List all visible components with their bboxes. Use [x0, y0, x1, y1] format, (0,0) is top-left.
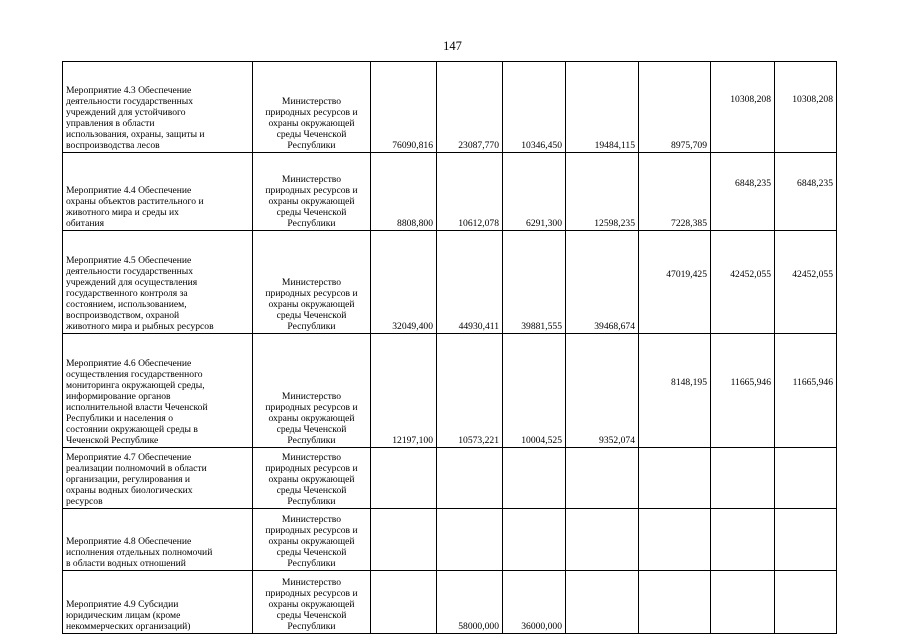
value-cell [503, 509, 566, 571]
value-cell [566, 571, 639, 634]
measure-cell: Мероприятие 4.6 Обеспечение осуществления государственного мониторинга окружающей среды, информирование органов исполнительной власти Чеченской Республики и населения о состоянии окружающей среды в Чеченской Республике [63, 334, 253, 448]
executor-cell: Министерство природных ресурсов и охраны окружающей среды Чеченской Республики [253, 448, 371, 509]
value-cell [775, 448, 837, 509]
executor-cell: Министерство природных ресурсов и охраны окружающей среды Чеченской Республики [253, 153, 371, 231]
value-cell [371, 571, 437, 634]
value-cell [639, 509, 711, 571]
value-cell: 47019,425 [639, 231, 711, 334]
value-cell [371, 509, 437, 571]
value-cell: 7228,385 [639, 153, 711, 231]
value-cell: 11665,946 [775, 334, 837, 448]
measure-cell: Мероприятие 4.3 Обеспечение деятельности государственных учреждений для устойчивого управления в области использования, охраны, защиты и воспроизводства лесов [63, 62, 253, 153]
executor-cell: Министерство природных ресурсов и охраны окружающей среды Чеченской Республики [253, 509, 371, 571]
value-cell [371, 448, 437, 509]
value-cell [503, 448, 566, 509]
value-cell: 10612,078 [437, 153, 503, 231]
value-cell [566, 448, 639, 509]
value-cell: 8975,709 [639, 62, 711, 153]
value-cell [566, 509, 639, 571]
executor-cell: Министерство природных ресурсов и охраны окружающей среды Чеченской Республики [253, 231, 371, 334]
value-cell: 10573,221 [437, 334, 503, 448]
value-cell: 10308,208 [711, 62, 775, 153]
executor-cell: Министерство природных ресурсов и охраны окружающей среды Чеченской Республики [253, 334, 371, 448]
table-row [63, 62, 837, 153]
value-cell: 58000,000 [437, 571, 503, 634]
value-cell: 39881,555 [503, 231, 566, 334]
value-cell: 11665,946 [711, 334, 775, 448]
value-cell [775, 509, 837, 571]
table-row [63, 153, 837, 231]
table-row [63, 334, 837, 448]
table-row [63, 448, 837, 509]
value-cell: 39468,674 [566, 231, 639, 334]
value-cell: 42452,055 [711, 231, 775, 334]
value-cell: 23087,770 [437, 62, 503, 153]
value-cell: 6291,300 [503, 153, 566, 231]
value-cell: 8148,195 [639, 334, 711, 448]
value-cell: 12197,100 [371, 334, 437, 448]
value-cell: 44930,411 [437, 231, 503, 334]
value-cell [711, 571, 775, 634]
value-cell [639, 448, 711, 509]
executor-cell: Министерство природных ресурсов и охраны окружающей среды Чеченской Республики [253, 571, 371, 634]
value-cell: 42452,055 [775, 231, 837, 334]
value-cell [775, 571, 837, 634]
table-row [63, 571, 837, 634]
value-cell: 6848,235 [711, 153, 775, 231]
value-cell: 32049,400 [371, 231, 437, 334]
value-cell: 9352,074 [566, 334, 639, 448]
page-number: 147 [443, 39, 462, 53]
measure-cell: Мероприятие 4.5 Обеспечение деятельности государственных учреждений для осуществления государственного контроля за состоянием, использованием, воспроизводством, охраной животного мира и рыбных ресурсов [63, 231, 253, 334]
value-cell: 76090,816 [371, 62, 437, 153]
value-cell: 8808,800 [371, 153, 437, 231]
value-cell [437, 448, 503, 509]
value-cell: 19484,115 [566, 62, 639, 153]
measure-cell: Мероприятие 4.8 Обеспечение исполнения отдельных полномочий в области водных отношений [63, 509, 253, 571]
measure-cell: Мероприятие 4.9 Субсидии юридическим лицам (кроме некоммерческих организаций) [63, 571, 253, 634]
executor-cell: Министерство природных ресурсов и охраны окружающей среды Чеченской Республики [253, 62, 371, 153]
value-cell: 36000,000 [503, 571, 566, 634]
value-cell [639, 571, 711, 634]
value-cell: 10308,208 [775, 62, 837, 153]
value-cell [711, 448, 775, 509]
measure-cell: Мероприятие 4.7 Обеспечение реализации полномочий в области организации, регулирования и охраны водных биологических ресурсов [63, 448, 253, 509]
value-cell [711, 509, 775, 571]
value-cell: 12598,235 [566, 153, 639, 231]
value-cell: 10346,450 [503, 62, 566, 153]
value-cell: 6848,235 [775, 153, 837, 231]
table-row [63, 231, 837, 334]
value-cell: 10004,525 [503, 334, 566, 448]
value-cell [437, 509, 503, 571]
budget-table [62, 61, 837, 634]
measure-cell: Мероприятие 4.4 Обеспечение охраны объектов растительного и животного мира и среды их обитания [63, 153, 253, 231]
table-row [63, 509, 837, 571]
